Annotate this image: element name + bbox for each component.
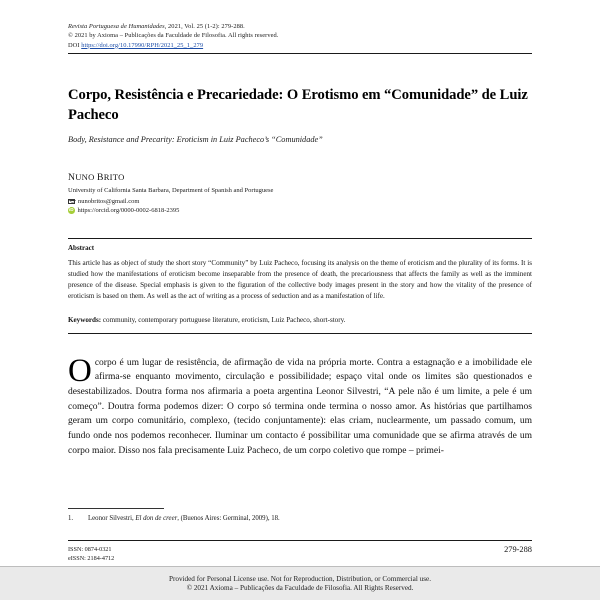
license-banner xyxy=(0,566,600,600)
footnote-publication: , (Buenos Aires: Germinal, 2009), 18. xyxy=(177,515,280,522)
footnote-text xyxy=(88,514,280,524)
body-paragraph-text: corpo é um lugar de resistência, de afirmação de vida na própria morte. Contra a estagnação e a imobilidade ele afirma-se enquanto movimento, circulação e possibilidade; espaço vital onde os limites são questionados e desestabilizados. Doutra forma nos afirmaria a poeta argentina Leonor Silvestri, “A pele não é um limite, a pele é um começo”. Doutra forma podemos dizer: O corpo só termina onde termina o nosso amor. As histórias que partilhamos geram um corpo comunitário, complexo, (tecido conjuntamente): elas criam, nuclearmente, um passado comum, um fundo onde nos podemos reconhecer. Iluminar um contacto é possibilitar uma comunidade que se afirma através de um corpo maior. Disso nos fala precisamente Luiz Pacheco, de um corpo coletivo que rompe – primei- xyxy=(68,357,532,456)
footer-divider xyxy=(68,540,532,541)
author-surname-initial: B xyxy=(97,172,104,183)
page-range: 279-288 xyxy=(504,545,532,554)
abstract-bottom-divider xyxy=(68,333,532,334)
orcid-icon: iD xyxy=(68,207,74,212)
abstract-label: Abstract xyxy=(68,243,95,252)
author-name-rest: UNO xyxy=(75,172,95,182)
page-footer xyxy=(68,540,532,564)
journal-name: Revista Portuguesa de Humanidades, xyxy=(68,23,167,30)
footer-row xyxy=(68,545,532,564)
footnote-title: El don de creer xyxy=(135,515,178,522)
envelope-icon xyxy=(68,199,75,204)
doi-line xyxy=(68,41,532,50)
license-line-1: Provided for Personal License use. Not for Reproduction, Distribution, or Commercial use. xyxy=(168,575,432,583)
drop-cap: O xyxy=(68,352,92,389)
author-name-initial: N xyxy=(68,172,76,183)
header-divider xyxy=(68,53,532,54)
footnote-item xyxy=(68,514,532,524)
running-head xyxy=(68,22,532,50)
keywords-list: community, contemporary portuguese literature, eroticism, Luiz Pacheco, short-story. xyxy=(101,315,346,324)
license-line-2: © 2021 Axioma – Publicações da Faculdade de Filosofia. All Rights Reserved. xyxy=(186,584,414,592)
doi-link[interactable]: https://doi.org/10.17990/RPH/2021_25_1_279 xyxy=(81,41,204,49)
abstract-section xyxy=(68,238,532,334)
author-orcid-row[interactable] xyxy=(68,207,532,214)
author-email-row[interactable] xyxy=(68,198,532,205)
footnote-author: Leonor Silvestri, xyxy=(88,515,136,522)
footnote-divider xyxy=(68,508,164,509)
keywords-label: Keywords: xyxy=(68,315,102,324)
issue-info: 2021, Vol. 25 (1-2): 279-288. xyxy=(166,23,245,30)
author-email: nunobritos@gmail.com xyxy=(78,197,140,205)
issn-print: ISSN: 0874-0321 xyxy=(68,546,112,553)
copyright-line: © 2021 by Axioma – Publicações da Faculdade de Filosofia. All rights reserved. xyxy=(68,32,279,40)
footnote-number: 1. xyxy=(68,515,74,522)
title-translation: Body, Resistance and Precarity: Eroticism in Luiz Pacheco’s “Comunidade” xyxy=(68,135,323,145)
body-paragraph xyxy=(68,352,532,459)
title-block xyxy=(68,86,532,146)
issn-block xyxy=(68,545,114,564)
page-title: Corpo, Resistência e Precariedade: O Erotismo em “Comunidade” de Luiz Pacheco xyxy=(68,86,528,123)
issn-electronic: eISSN: 2184-4712 xyxy=(68,555,115,563)
footnote-section xyxy=(68,508,532,524)
doi-label: DOI xyxy=(68,41,82,49)
author-orcid: https://orcid.org/0000-0002-6818-2395 xyxy=(77,206,180,214)
author-block xyxy=(68,172,532,214)
abstract-text: This article has as object of study the short story “Community” by Luiz Pacheco, focusing its analysis on the theme of eroticism and the plurality of its forms. It is studied how the manifestations of eroticism become inseparable from the presence of death, the precariousness that affects the family as well as the imminent presence of the disease. Special emphasis is given to the figuration of the collective body images present in the story and how the vitality of the presence of eroticism is based on them. As well as the act of writing as a process of seduction and as a manifestation of life. xyxy=(68,258,532,301)
author-affiliation: University of California Santa Barbara, Department of Spanish and Portuguese xyxy=(68,187,274,194)
abstract-top-divider xyxy=(68,238,532,239)
keywords xyxy=(68,315,532,326)
author-name xyxy=(68,172,532,183)
author-surname-rest: RITO xyxy=(103,172,125,182)
